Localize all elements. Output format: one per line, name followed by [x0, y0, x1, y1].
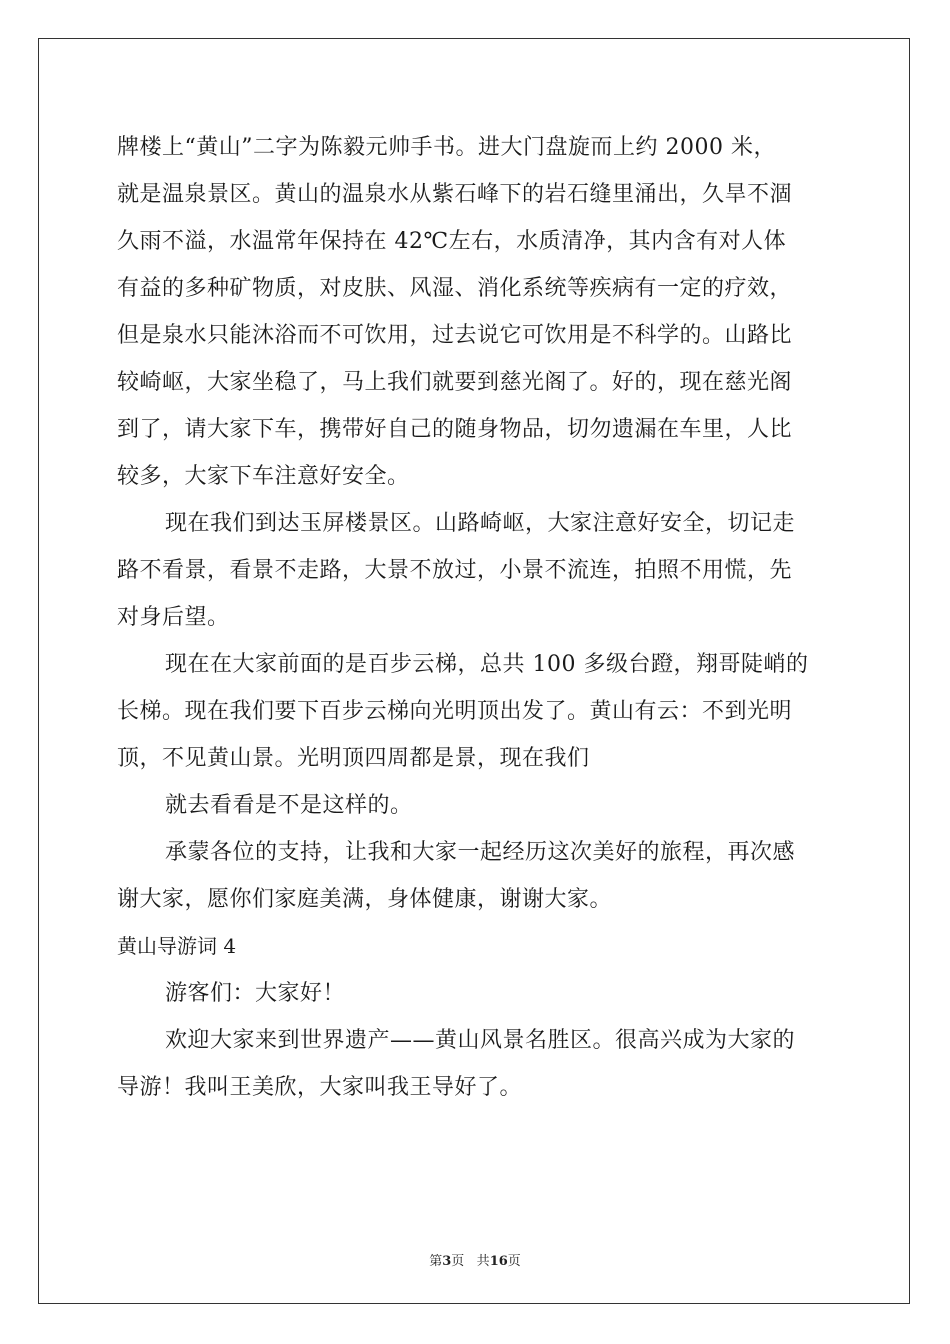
text-line: 牌楼上“黄山”二字为陈毅元帅手书。进大门盘旋而上约 2000 米，: [117, 135, 776, 160]
total-pages: 16: [489, 1254, 508, 1269]
paragraph-start: 就去看看是不是这样的。: [165, 793, 413, 818]
text-line: 到了，请大家下车，携带好自己的随身物品，切勿遗漏在车里，人比: [117, 417, 793, 442]
text-line: 有益的多种矿物质，对皮肤、风湿、消化系统等疾病有一定的疗效，: [117, 276, 793, 301]
text-line: 长梯。现在我们要下百步云梯向光明顶出发了。黄山有云：不到光明: [117, 699, 793, 724]
text-line: 导游！我叫王美欣，大家叫我王导好了。: [117, 1075, 523, 1100]
text-line: 较崎岖，大家坐稳了，马上我们就要到慈光阁了。好的，现在慈光阁: [117, 370, 793, 395]
page-number: 3: [442, 1254, 452, 1269]
document-body: [117, 124, 833, 1111]
total-prefix: 共: [476, 1254, 490, 1269]
page-prefix: 第: [429, 1254, 443, 1269]
paragraph-start: 现在在大家前面的是百步云梯，总共 100 多级台蹬，翔哥陡峭的: [165, 652, 809, 677]
section-heading: 黄山导游词 4: [117, 934, 237, 958]
paragraph-start: 现在我们到达玉屏楼景区。山路崎岖，大家注意好安全，切记走: [165, 511, 796, 536]
text-line: 路不看景，看景不走路，大景不放过，小景不流连，拍照不用慌，先: [117, 558, 793, 583]
paragraph-start: 承蒙各位的支持，让我和大家一起经历这次美好的旅程，再次感: [165, 840, 796, 865]
text-line: 久雨不溢，水温常年保持在 42℃左右，水质清净，其内含有对人体: [117, 229, 787, 254]
paragraph-start: 欢迎大家来到世界遗产——黄山风景名胜区。很高兴成为大家的: [165, 1028, 796, 1053]
total-suffix: 页: [507, 1254, 521, 1269]
text-line: 就是温泉景区。黄山的温泉水从紫石峰下的岩石缝里涌出，久旱不涸: [117, 182, 793, 207]
text-line: 但是泉水只能沐浴而不可饮用，过去说它可饮用是不科学的。山路比: [117, 323, 793, 348]
page-suffix: 页: [451, 1254, 465, 1269]
paragraph-start: 游客们：大家好！: [165, 981, 346, 1006]
text-line: 谢大家，愿你们家庭美满，身体健康，谢谢大家。: [117, 887, 613, 912]
page-footer: [0, 1250, 950, 1269]
text-line: 较多，大家下车注意好安全。: [117, 464, 410, 489]
text-line: 顶，不见黄山景。光明顶四周都是景，现在我们: [117, 746, 590, 771]
text-line: 对身后望。: [117, 605, 230, 630]
